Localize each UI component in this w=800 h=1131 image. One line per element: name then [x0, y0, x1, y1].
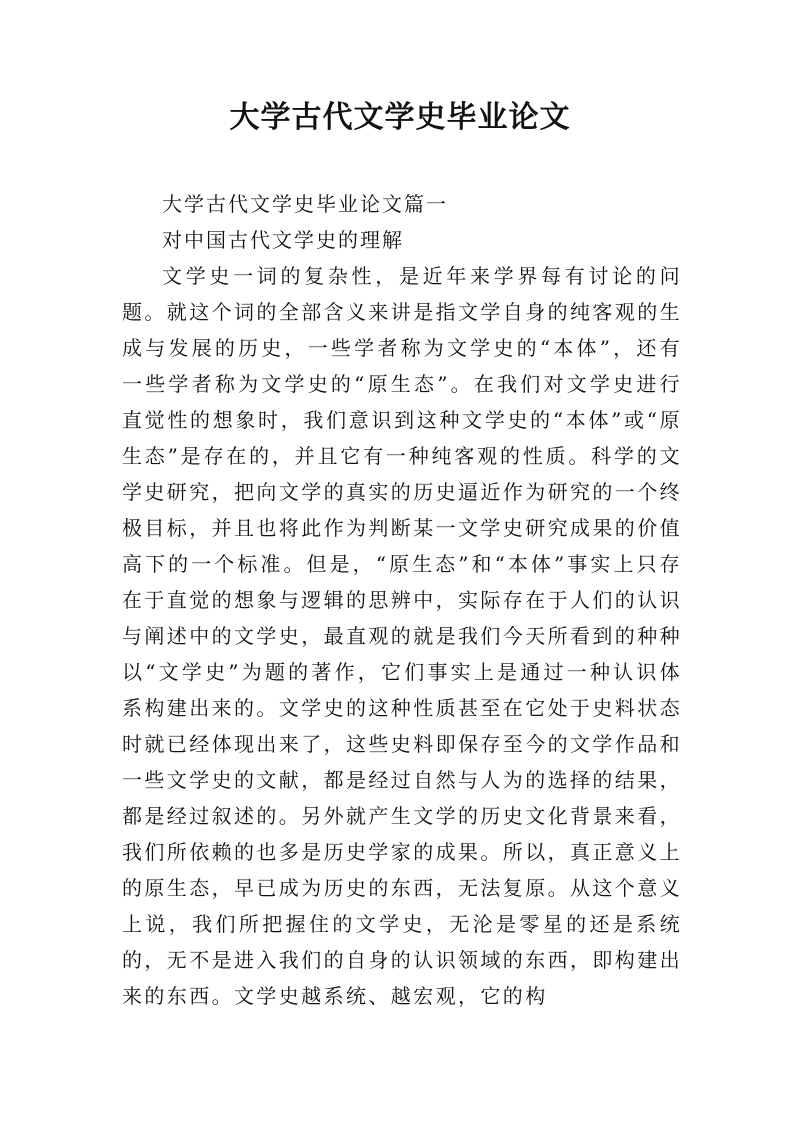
section-heading: 对中国古代文学史的理解 — [162, 228, 404, 252]
document-subtitle: 大学古代文学史毕业论文篇一 — [162, 192, 448, 216]
body-paragraph: 文学史一词的复杂性，是近年来学界每有讨论的问题。就这个词的全部含义来讲是指文学自身的纯客观的生成与发展的历史，一些学者称为文学史的“本体”，还有一些学者称为文学史的“原生态”。在我们对文学史进行直觉性的想象时，我们意识到这种文学史的“本体”或“原生态”是存在的，并且它有一种纯客观的性质。科学的文学史研究，把向文学的真实的历史逼近作为研究的一个终极目标，并且也将此作为判断某一文学史研究成果的价值高下的一个标准。但是，“原生态”和“本体”事实上只存在于直觉的想象与逻辑的思辨中，实际存在于人们的认识与阐述中的文学史，最直观的就是我们今天所看到的种种以“文学史”为题的著作，它们事实上是通过一种认识体系构建出来的。文学史的这种性质甚至在它处于史料状态时就已经体现出来了，这些史料即保存至今的文学作品和一些文学史的文献，都是经过自然与人为的选择的结果，都是经过叙述的。另外就产生文学的历史文化背景来看，我们所依赖的也多是历史学家的成果。所以，真正意义上的原生态，早已成为历史的东西，无法复原。从这个意义上说，我们所把握住的文学史，无沦是零星的还是系统的，无不是进入我们的自身的认识领域的东西，即构建出来的东西。文学史越系统、越宏观，它的构 — [122, 264, 682, 1008]
document-body — [122, 186, 682, 1014]
document-title: 大学古代文学史毕业论文 — [229, 100, 571, 135]
